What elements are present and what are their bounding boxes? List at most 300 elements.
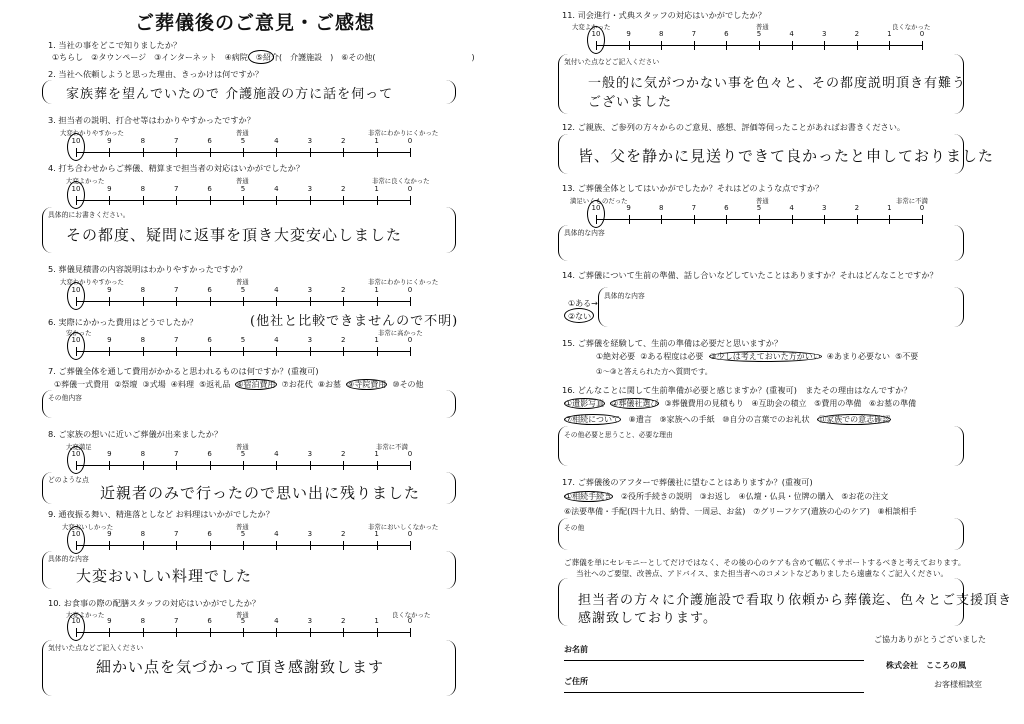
scale-tick <box>210 628 211 637</box>
scale-numbers <box>591 204 925 214</box>
question-7: 7. ご葬儀全体を通して費用がかかると思われるものは何ですか？(重複可) <box>48 366 319 376</box>
scale-number: 5 <box>240 336 246 344</box>
box-label-17: その他 <box>564 524 585 532</box>
scale-right-label: 非常に不満 <box>376 443 408 451</box>
scale-right-label: 非常に高かった <box>378 329 423 337</box>
scale-tick <box>109 628 110 637</box>
scale-tick <box>661 215 662 224</box>
scale-number: 0 <box>407 617 413 625</box>
scale-number: 8 <box>140 617 146 625</box>
scale-number: 4 <box>274 336 279 344</box>
option: ④料理 <box>170 380 194 389</box>
scale-number: 0 <box>407 185 413 193</box>
scale-tick <box>243 297 244 306</box>
scale-number: 4 <box>274 286 279 294</box>
question-14-option-1: ①ある→ <box>568 299 598 308</box>
scale-tick <box>176 628 177 637</box>
handwritten-answer-10: 細かい点を気づかって頂き感謝致します <box>96 658 385 676</box>
scale-tick <box>109 148 110 157</box>
scale-tick <box>109 196 110 205</box>
scale-mid-label: 普通 <box>236 443 249 451</box>
scale-tick <box>759 41 760 50</box>
selected-rating-mark <box>67 446 85 474</box>
option: ①絶対必要 <box>596 352 636 361</box>
scale-tick <box>109 541 110 550</box>
scale-numbers <box>71 286 413 296</box>
scale-number: 3 <box>821 30 827 38</box>
option: ⑨家族への手紙 <box>659 415 715 424</box>
option: ⑤費用の準備 <box>814 399 862 408</box>
scale-tick <box>176 297 177 306</box>
scale-number: 6 <box>207 137 212 145</box>
handwritten-answer-9: 大変おいしい料理でした <box>76 567 253 585</box>
scale-left-label: 大変よかった <box>66 177 105 185</box>
scale-tick <box>726 215 727 224</box>
answer-box-7 <box>42 390 456 418</box>
box-label-11: 気付いた点などご記入ください <box>564 58 660 66</box>
option: ⑥お墓の準備 <box>868 399 917 408</box>
scale-left-label: 安かった <box>66 329 92 337</box>
scale-number: 2 <box>854 204 860 212</box>
scale-tick <box>343 196 344 205</box>
option: ⑧遺言 <box>628 415 652 424</box>
scale-tick <box>792 215 793 224</box>
scale-number: 7 <box>173 336 179 344</box>
scale-number: 1 <box>374 530 379 538</box>
scale-number: 2 <box>340 336 346 344</box>
address-label: ご住所 <box>564 677 588 686</box>
question-5: 5. 葬儀見積書の内容説明はわかりやすかったですか？ <box>48 264 247 274</box>
scale-tick <box>143 461 144 470</box>
question-16-row-1 <box>564 398 916 409</box>
scale-tick <box>922 215 923 224</box>
scale-number: 6 <box>207 450 212 458</box>
scale-right-label: 非常に良くなかった <box>372 177 430 185</box>
scale-number: 2 <box>340 286 346 294</box>
scale-number: 2 <box>854 30 860 38</box>
scale-tick <box>377 196 378 205</box>
scale-tick <box>343 347 344 356</box>
scale-tick <box>243 148 244 157</box>
scale-tick <box>210 196 211 205</box>
option: ⑧お墓 <box>317 380 342 389</box>
scale-number: 1 <box>887 204 892 212</box>
scale-tick <box>759 215 760 224</box>
scale-tick <box>109 297 110 306</box>
option-circled: ⑥宿泊費用 <box>236 380 276 389</box>
scale-tick <box>629 215 630 224</box>
scale-tick <box>824 215 825 224</box>
option: ③式場 <box>142 380 166 389</box>
option-circled: ⑪家族での意志確認 <box>818 415 891 424</box>
selected-rating-mark <box>67 133 85 161</box>
scale-numbers <box>71 530 413 540</box>
rating-scale-4 <box>71 185 413 207</box>
handwritten-answer-11-line1: 一般的に気がつかない事を色々と、その都度説明頂き有難う <box>588 76 967 91</box>
scale-left-label: 大変わかりやすかった <box>60 278 124 286</box>
scale-number: 9 <box>107 450 112 458</box>
scale-number: 1 <box>374 185 379 193</box>
scale-tick <box>410 347 411 356</box>
question-12: 12. ご親族、ご参列の方々からのご意見、感想、評価等伺ったことがあればお書きください。 <box>562 122 906 132</box>
scale-tick <box>210 297 211 306</box>
option: ④あまり必要ない <box>826 352 890 361</box>
scale-number: 0 <box>407 286 413 294</box>
box-label-10: 気付いた点などご記入ください <box>48 644 144 652</box>
scale-left-label: 大変わかりやすかった <box>60 129 124 137</box>
scale-tick <box>410 148 411 157</box>
scale-number: 3 <box>307 286 313 294</box>
scale-number: 4 <box>274 137 279 145</box>
name-label: お名前 <box>564 645 588 654</box>
scale-tick <box>176 347 177 356</box>
question-4: 4. 打ち合わせからご葬儀、精算まで担当者の対応はいかがでしたか？ <box>48 163 305 173</box>
handwritten-answer-11-line2: ございました <box>588 95 673 110</box>
question-3: 3. 担当者の説明、打合せ等はわかりやすかったですか？ <box>48 115 255 125</box>
scale-number: 0 <box>407 137 413 145</box>
box-label-9: 具体的な内容 <box>48 555 89 563</box>
scale-number: 8 <box>140 286 146 294</box>
rating-scale-11 <box>591 30 925 52</box>
box-label-7: その他内容 <box>48 394 82 402</box>
scale-number: 5 <box>756 204 762 212</box>
scale-tick <box>661 41 662 50</box>
scale-number: 5 <box>756 30 762 38</box>
scale-number: 3 <box>307 450 313 458</box>
selected-rating-mark <box>587 26 605 54</box>
option: ⑦グリーフケア(遺族の心のケア) <box>753 507 870 516</box>
rating-scale-8 <box>71 450 413 472</box>
scale-tick <box>410 196 411 205</box>
scale-tick <box>276 541 277 550</box>
scale-numbers <box>71 336 413 346</box>
scale-tick <box>857 41 858 50</box>
scale-number: 6 <box>207 336 212 344</box>
scale-number: 0 <box>407 336 413 344</box>
scale-tick <box>377 347 378 356</box>
scale-numbers <box>71 617 413 627</box>
scale-tick <box>143 148 144 157</box>
scale-number: 8 <box>658 30 664 38</box>
scale-right-label: 良くなかった <box>392 611 431 619</box>
scale-right-label: 非常にわかりにくかった <box>368 278 439 286</box>
scale-number: 6 <box>207 617 212 625</box>
scale-mid-label: 普通 <box>236 129 249 137</box>
question-17-row-2 <box>564 506 917 517</box>
scale-tick <box>276 196 277 205</box>
scale-tick <box>310 196 311 205</box>
scale-tick <box>377 541 378 550</box>
scale-number: 9 <box>107 137 112 145</box>
option: ⑤お花の注文 <box>841 492 889 501</box>
rating-scale-3 <box>71 137 413 159</box>
scale-numbers <box>71 450 413 460</box>
scale-number: 7 <box>173 286 179 294</box>
scale-number: 6 <box>207 185 212 193</box>
scale-left-label: 大変満足 <box>66 443 92 451</box>
scale-number: 8 <box>140 450 146 458</box>
scale-tick <box>922 41 923 50</box>
option: ③お返し <box>699 492 731 501</box>
selected-rating-mark <box>67 282 85 310</box>
scale-tick <box>343 297 344 306</box>
question-7-options <box>54 379 424 390</box>
scale-number: 6 <box>207 286 212 294</box>
scale-number: 2 <box>340 530 346 538</box>
scale-number: 5 <box>240 185 246 193</box>
question-13: 13. ご葬儀全体としてはいかがでしたか？それはどのような点ですか？ <box>562 183 824 193</box>
scale-number: 9 <box>107 185 112 193</box>
rating-scale-9 <box>71 530 413 552</box>
scale-numbers <box>71 137 413 147</box>
scale-tick <box>276 297 277 306</box>
scale-number: 7 <box>173 450 179 458</box>
rating-scale-10 <box>71 617 413 639</box>
scale-tick <box>176 541 177 550</box>
scale-tick <box>410 461 411 470</box>
scale-tick <box>109 347 110 356</box>
scale-tick <box>629 41 630 50</box>
scale-number: 7 <box>173 137 179 145</box>
scale-number: 0 <box>407 450 413 458</box>
scale-tick <box>694 41 695 50</box>
answer-circle <box>564 308 594 323</box>
scale-number: 10 <box>591 204 601 212</box>
question-15: 15. ご葬儀を経験して、生前の準備は必要だと思いますか？ <box>562 338 783 348</box>
scale-tick <box>143 628 144 637</box>
scale-number: 3 <box>307 137 313 145</box>
scale-tick <box>143 196 144 205</box>
scale-number: 2 <box>340 450 346 458</box>
scale-tick <box>210 461 211 470</box>
scale-tick <box>176 148 177 157</box>
scale-number: 10 <box>71 336 81 344</box>
scale-tick <box>889 215 890 224</box>
handwritten-answer-2: 家族葬を望んでいたので 介護施設の方に話を伺って <box>66 87 394 102</box>
scale-tick <box>726 41 727 50</box>
question-9: 9. 通夜振る舞い、精進落としなど お料理はいかがでしたか？ <box>48 509 274 519</box>
question-17-row-1 <box>564 491 888 502</box>
scale-tick <box>343 461 344 470</box>
scale-tick <box>210 541 211 550</box>
scale-number: 3 <box>307 185 313 193</box>
scale-number: 7 <box>173 530 179 538</box>
scale-mid-label: 普通 <box>236 177 249 185</box>
scale-tick <box>276 347 277 356</box>
scale-number: 9 <box>626 30 631 38</box>
question-15-note: ①～③と答えられた方へ質問です。 <box>596 367 713 376</box>
scale-left-label: 大変よかった <box>572 23 611 31</box>
scale-number: 9 <box>626 204 631 212</box>
option: ②役所手続きの説明 <box>620 492 692 501</box>
scale-mid-label: 普通 <box>236 611 249 619</box>
scale-number: 10 <box>71 450 81 458</box>
scale-tick <box>857 215 858 224</box>
scale-tick <box>792 41 793 50</box>
scale-left-label: 大変おいしかった <box>62 523 114 531</box>
scale-number: 5 <box>240 530 246 538</box>
scale-number: 8 <box>140 336 146 344</box>
scale-number: 4 <box>274 617 279 625</box>
rating-scale-6 <box>71 336 413 358</box>
option-circled: ①相続手続き <box>565 492 613 501</box>
scale-tick <box>310 297 311 306</box>
scale-tick <box>310 461 311 470</box>
option-circled: ⑨寺院費用 <box>347 380 387 389</box>
scale-number: 7 <box>691 30 697 38</box>
scale-number: 1 <box>374 450 379 458</box>
scale-tick <box>410 628 411 637</box>
name-line <box>564 660 864 661</box>
footer-message-line2: 当社へのご要望、改善点、アドバイス、また担当者へのコメントなどありましたら遠慮なくご記入ください。 <box>576 569 949 578</box>
scale-tick <box>210 347 211 356</box>
scale-number: 7 <box>173 617 179 625</box>
scale-number: 6 <box>207 530 212 538</box>
scale-number: 0 <box>919 204 925 212</box>
scale-left-label: 大変よかった <box>66 611 105 619</box>
option: ⑤返礼品 <box>199 380 231 389</box>
scale-number: 6 <box>724 30 729 38</box>
scale-number: 4 <box>274 530 279 538</box>
address-line <box>564 692 864 693</box>
scale-tick <box>377 148 378 157</box>
scale-tick <box>310 148 311 157</box>
question-11: 11. 司会進行・式典スタッフの対応はいかがでしたか？ <box>562 10 766 20</box>
question-16: 16. どんなことに関して生前準備が必要と感じますか？(重複可) またその理由はなんですか？ <box>562 385 912 395</box>
scale-tick <box>176 461 177 470</box>
scale-tick <box>410 541 411 550</box>
scale-tick <box>109 461 110 470</box>
handwritten-footer-line2: 感謝致しております。 <box>578 611 717 626</box>
option: ⑩自分の言葉でのお礼状 <box>722 415 810 424</box>
scale-number: 2 <box>340 137 346 145</box>
option: ①葬儀一式費用 <box>54 380 110 389</box>
scale-number: 9 <box>107 286 112 294</box>
footer-message-line1: ご葬儀を単にセレモニーとしてだけではなく、その後の心のケアも含めて幅広くサポートするべきと考えております。 <box>564 558 966 567</box>
scale-tick <box>343 628 344 637</box>
selected-rating-mark <box>67 613 85 641</box>
scale-tick <box>310 347 311 356</box>
survey-page-right <box>512 0 1024 724</box>
scale-tick <box>343 541 344 550</box>
box-label-16: その他必要と思うこと、必要な理由 <box>564 431 673 439</box>
scale-number: 2 <box>340 185 346 193</box>
option: ⑥法要準備・手配(四十九日、納骨、一周忌、お盆) <box>564 507 746 516</box>
box-label-4: 具体的にお書きください。 <box>48 211 130 219</box>
scale-tick <box>824 41 825 50</box>
scale-number: 1 <box>374 336 379 344</box>
scale-tick <box>243 347 244 356</box>
scale-number: 4 <box>789 30 794 38</box>
scale-tick <box>694 215 695 224</box>
box-label-14: 具体的な内容 <box>604 292 645 300</box>
scale-number: 10 <box>71 137 81 145</box>
handwritten-footer-line1: 担当者の方々に介護施設で看取り依頼から葬儀迄、色々とご支援頂き <box>578 593 1013 608</box>
scale-number: 10 <box>71 185 81 193</box>
scale-number: 8 <box>140 530 146 538</box>
scale-tick <box>143 297 144 306</box>
scale-numbers <box>591 30 925 40</box>
scale-number: 0 <box>407 530 413 538</box>
scale-mid-label: 普通 <box>756 197 769 205</box>
answer-box-13 <box>558 225 964 261</box>
scale-tick <box>143 541 144 550</box>
question-8: 8. ご家族の想いに近いご葬儀が出来ましたか？ <box>48 429 223 439</box>
scale-tick <box>276 628 277 637</box>
scale-number: 4 <box>274 185 279 193</box>
question-10: 10. お食事の際の配膳スタッフの対応はいかがでしたか？ <box>48 598 261 608</box>
scale-tick <box>276 148 277 157</box>
scale-right-label: 非常にわかりにくかった <box>368 129 439 137</box>
scale-tick <box>210 148 211 157</box>
box-label-8: どのような点 <box>48 476 89 484</box>
scale-tick <box>243 196 244 205</box>
scale-tick <box>410 297 411 306</box>
handwritten-answer-12: 皆、父を静かに見送りできて良かったと申しておりました <box>578 147 995 165</box>
scale-tick <box>377 297 378 306</box>
scale-number: 5 <box>240 617 246 625</box>
selected-rating-mark <box>67 332 85 360</box>
scale-tick <box>143 347 144 356</box>
scale-number: 5 <box>240 137 246 145</box>
scale-mid-label: 普通 <box>236 278 249 286</box>
scale-number: 0 <box>919 30 925 38</box>
option: ⑤不要 <box>895 352 919 361</box>
scale-tick <box>377 628 378 637</box>
scale-number: 8 <box>140 137 146 145</box>
option: ⑧相談相手 <box>877 507 917 516</box>
selected-rating-mark <box>67 526 85 554</box>
scale-tick <box>176 196 177 205</box>
scale-number: 1 <box>374 137 379 145</box>
scale-number: 4 <box>274 450 279 458</box>
option-circled: ①遺影写真 <box>565 399 605 408</box>
question-14-option-2: ②ない <box>568 312 592 321</box>
question-2: 2. 当社へ依頼しようと思った理由、きっかけは何ですか？ <box>48 69 264 79</box>
scale-number: 1 <box>887 30 892 38</box>
scale-number: 3 <box>307 336 313 344</box>
scale-number: 3 <box>307 530 313 538</box>
survey-title: ご葬儀後のご意見・ご感想 <box>134 12 375 34</box>
selected-rating-mark <box>67 181 85 209</box>
scale-number: 5 <box>240 450 246 458</box>
scale-number: 2 <box>340 617 346 625</box>
box-label-13: 具体的な内容 <box>564 229 605 237</box>
scale-tick <box>310 541 311 550</box>
option-circled: ③少しは考えておいた方がいい <box>709 352 821 361</box>
question-1-options: ①ちらし ②タウンページ ③インターネット ④病院 ⑤紹介( 介護施設 ) ⑥その他( ) <box>52 53 475 62</box>
scale-number: 10 <box>71 617 81 625</box>
scale-left-label: 満足いくものだった <box>570 197 628 205</box>
scale-tick <box>243 628 244 637</box>
company-department: お客様相談室 <box>934 680 982 689</box>
option: ②祭壇 <box>114 380 138 389</box>
scale-number: 10 <box>71 530 81 538</box>
scale-number: 9 <box>107 336 112 344</box>
option: ④互助会の積立 <box>751 399 807 408</box>
selected-rating-mark <box>587 200 605 228</box>
option: ③葬儀費用の見積もり <box>664 399 744 408</box>
scale-number: 1 <box>374 617 379 625</box>
answer-box-17 <box>558 518 964 550</box>
answer-box-14 <box>598 287 964 327</box>
scale-number: 5 <box>240 286 246 294</box>
scale-tick <box>889 41 890 50</box>
scale-right-label: 良くなかった <box>892 23 931 31</box>
scale-tick <box>343 148 344 157</box>
scale-tick <box>310 628 311 637</box>
scale-right-label: 非常においしくなかった <box>368 523 439 531</box>
